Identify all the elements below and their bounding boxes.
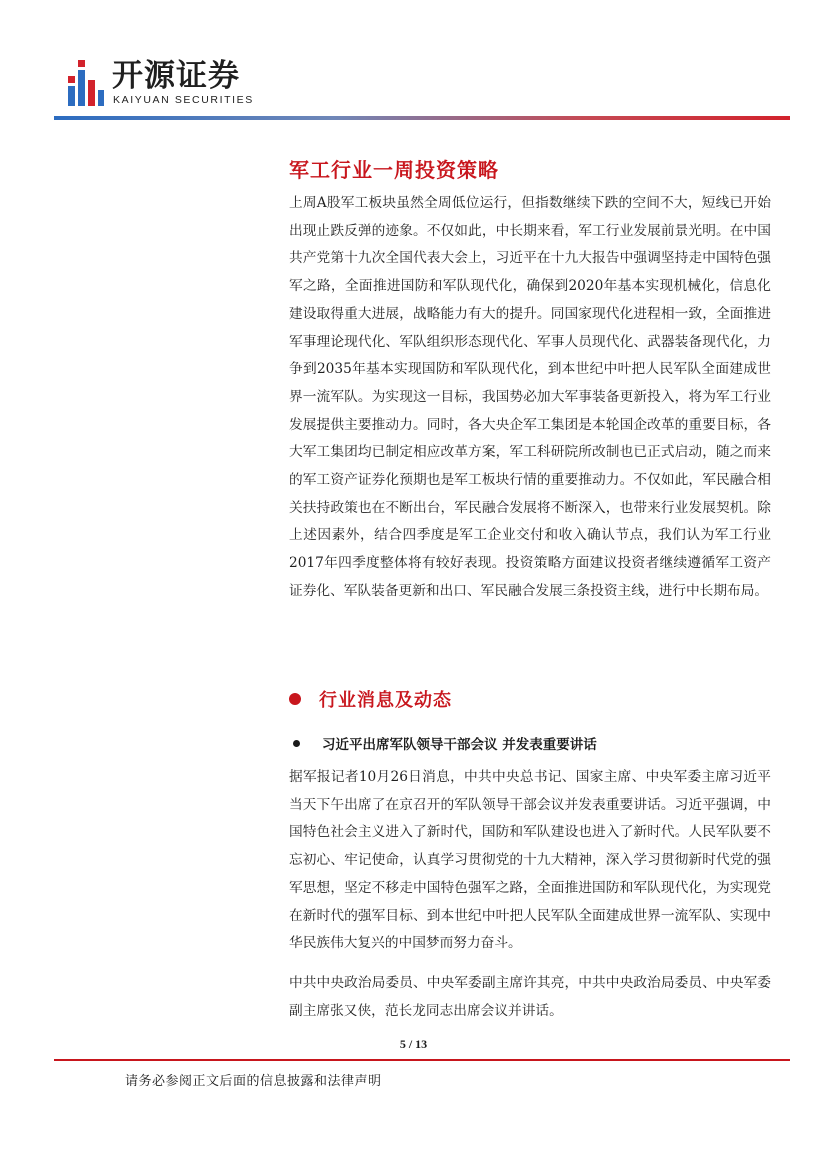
logo-english-name: KAIYUAN SECURITIES	[113, 94, 254, 106]
page-number: 5 / 13	[399, 1037, 428, 1051]
logo-chinese-name: 开源证券	[112, 58, 240, 94]
red-bullet-icon	[289, 693, 301, 705]
news-paragraph-2: 中共中央政治局委员、中央军委副主席许其亮，中共中央政治局委员、中央军委副主席张又侠，范长龙同志出席会议并讲话。	[289, 975, 771, 1019]
footer-disclaimer: 请务必参阅正文后面的信息披露和法律声明	[125, 1074, 382, 1089]
section-title-strategy: 军工行业一周投资策略	[289, 158, 499, 182]
news-headline-label: 习近平出席军队领导干部会议 并发表重要讲话	[322, 737, 597, 753]
kaiyuan-logo-icon	[66, 56, 106, 108]
section-heading-news-label: 行业消息及动态	[319, 690, 452, 711]
company-logo	[66, 56, 266, 112]
strategy-paragraph: 上周A股军工板块虽然全周低位运行，但指数继续下跌的空间不大，短线已开始出现止跌反弹的迹象。不仅如此，中长期来看，军工行业发展前景光明。在中国共产党第十九次全国代表大会上，习近平在十九大报告中强调坚持走中国特色强军之路，全面推进国防和军队现代化，确保到2020年基本实现机械化，信息化建设取得重大进展，战略能力有大的提升。同国家现代化进程相一致，全面推进军事理论现代化、军队组织形态现代化、军事人员现代化、武器装备现代化，力争到2035年基本实现国防和军队现代化，到本世纪中叶把人民军队全面建成世界一流军队。为实现这一目标，我国势必加大军事装备更新投入，将为军工行业发展提供主要推动力。同时，各大央企军工集团是本轮国企改革的重要目标，各大军工集团均已制定相应改革方案，军工科研院所改制也已正式启动，随之而来的军工资产证券化预期也是军工板块行情的重要推动力。不仅如此，军民融合相关扶持政策也在不断出台，军民融合发展将不断深入，也带来行业发展契机。除上述因素外，结合四季度是军工企业交付和收入确认节点，我们认为军工行业2017年四季度整体将有较好表现。投资策略方面建议投资者继续遵循军工资产证券化、军队装备更新和出口、军民融合发展三条投资主线，进行中长期布局。	[289, 195, 771, 599]
news-paragraph-1: 据军报记者10月26日消息，中共中央总书记、国家主席、中央军委主席习近平当天下午出席了在京召开的军队领导干部会议并发表重要讲话。习近平强调，中国特色社会主义进入了新时代，国防和军队建设也进入了新时代。人民军队要不忘初心、牢记使命，认真学习贯彻党的十九大精神，深入学习贯彻新时代党的强军思想，坚定不移走中国特色强军之路，全面推进国防和军队现代化，为实现党在新时代的强军目标、到本世纪中叶把人民军队全面建成世界一流军队、实现中华民族伟大复兴的中国梦而努力奋斗。	[289, 769, 771, 952]
section-heading-news	[289, 686, 452, 712]
news-headline	[293, 733, 597, 753]
black-bullet-icon	[293, 740, 300, 747]
footer-divider	[54, 1059, 790, 1061]
header-divider	[54, 116, 790, 120]
